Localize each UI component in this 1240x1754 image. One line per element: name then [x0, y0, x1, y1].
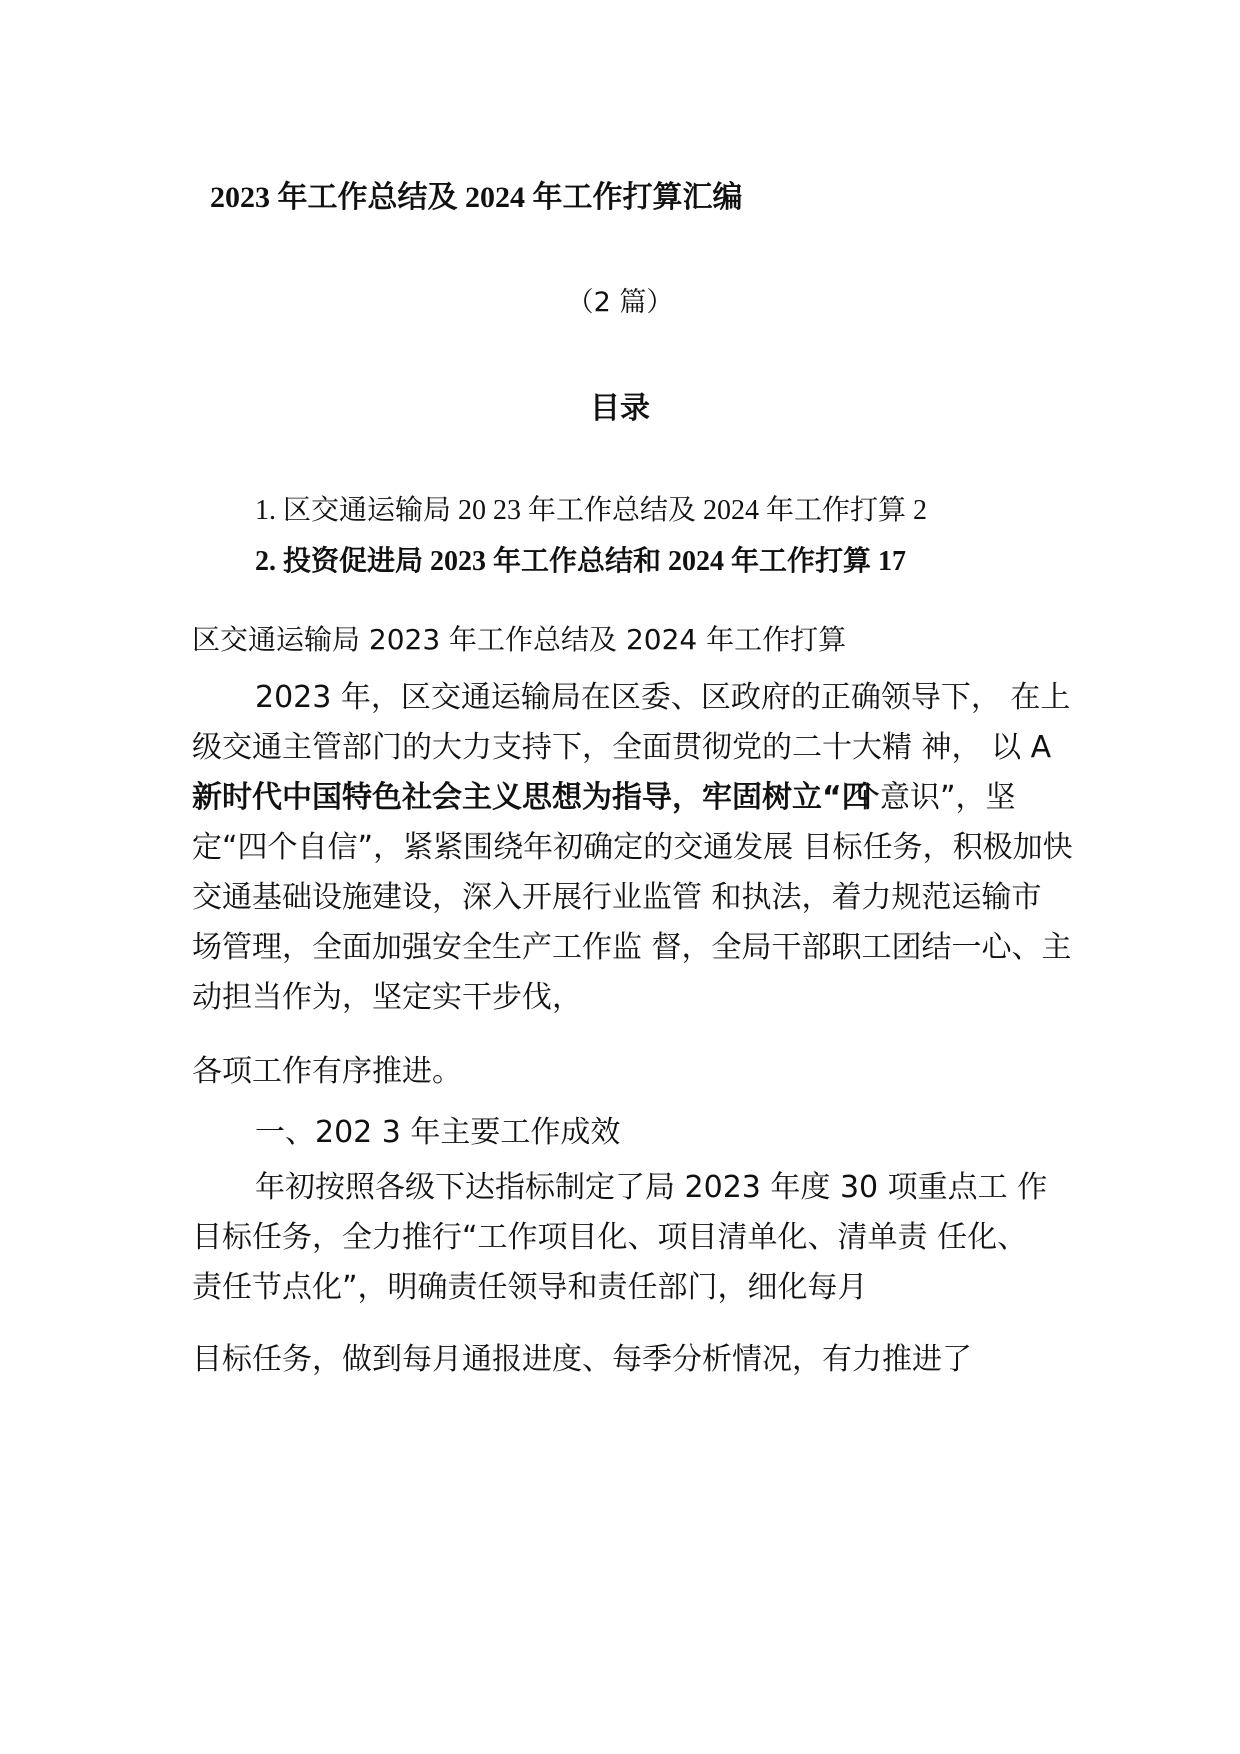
paragraph-1-line-6: 场管理，全面加强安全生产工作监 督，全局干部职工团结一心、主: [192, 930, 1072, 965]
section-1-heading: 一、202 3 年主要工作成效: [255, 1115, 621, 1150]
document-subtitle: （2 篇）: [566, 287, 674, 318]
paragraph-1-line-5: 交通基础设施建设，深入开展行业监管 和执法，着力规范运输市: [192, 880, 1042, 915]
paragraph-1-line-2: 级交通主管部门的大力支持下，全面贯彻党的二十大精 神， 以 A: [192, 730, 1052, 765]
toc-heading: 目录: [590, 391, 650, 426]
paragraph-1-line-3-bold: 新时代中国特色社会主义思想为指导，牢固树立“四: [192, 780, 872, 815]
paragraph-1-line-4: 定“四个自信”，紧紧围绕年初确定的交通发展 目标任务，积极加快: [192, 830, 1073, 865]
paragraph-2-line-3: 责任节点化”，明确责任领导和责任部门，细化每月: [192, 1270, 868, 1305]
toc-item-1[interactable]: 1. 区交通运输局 20 23 年工作总结及 2024 年工作打算 2: [255, 495, 928, 526]
paragraph-1-line-1: 2023 年，区交通运输局在区委、区政府的正确领导下， 在上: [255, 680, 1071, 715]
paragraph-1-line-3-tail: 个意识”，坚: [850, 780, 1016, 815]
paragraph-2-line-2: 目标任务，全力推行“工作项目化、项目清单化、清单责 任化、: [192, 1220, 1028, 1255]
paragraph-1-end: 各项工作有序推进。: [192, 1054, 462, 1089]
document-title: 2023 年工作总结及 2024 年工作打算汇编: [210, 181, 743, 214]
toc-item-2[interactable]: 2. 投资促进局 2023 年工作总结和 2024 年工作打算 17: [255, 546, 907, 577]
paragraph-2-line-1: 年初按照各级下达指标制定了局 2023 年度 30 项重点工 作: [255, 1170, 1048, 1205]
article-title: 区交通运输局 2023 年工作总结及 2024 年工作打算: [192, 623, 847, 656]
paragraph-3: 目标任务，做到每月通报进度、每季分析情况，有力推进了: [192, 1342, 972, 1377]
paragraph-1-line-7: 动担当作为，坚定实干步伐，: [192, 980, 582, 1015]
